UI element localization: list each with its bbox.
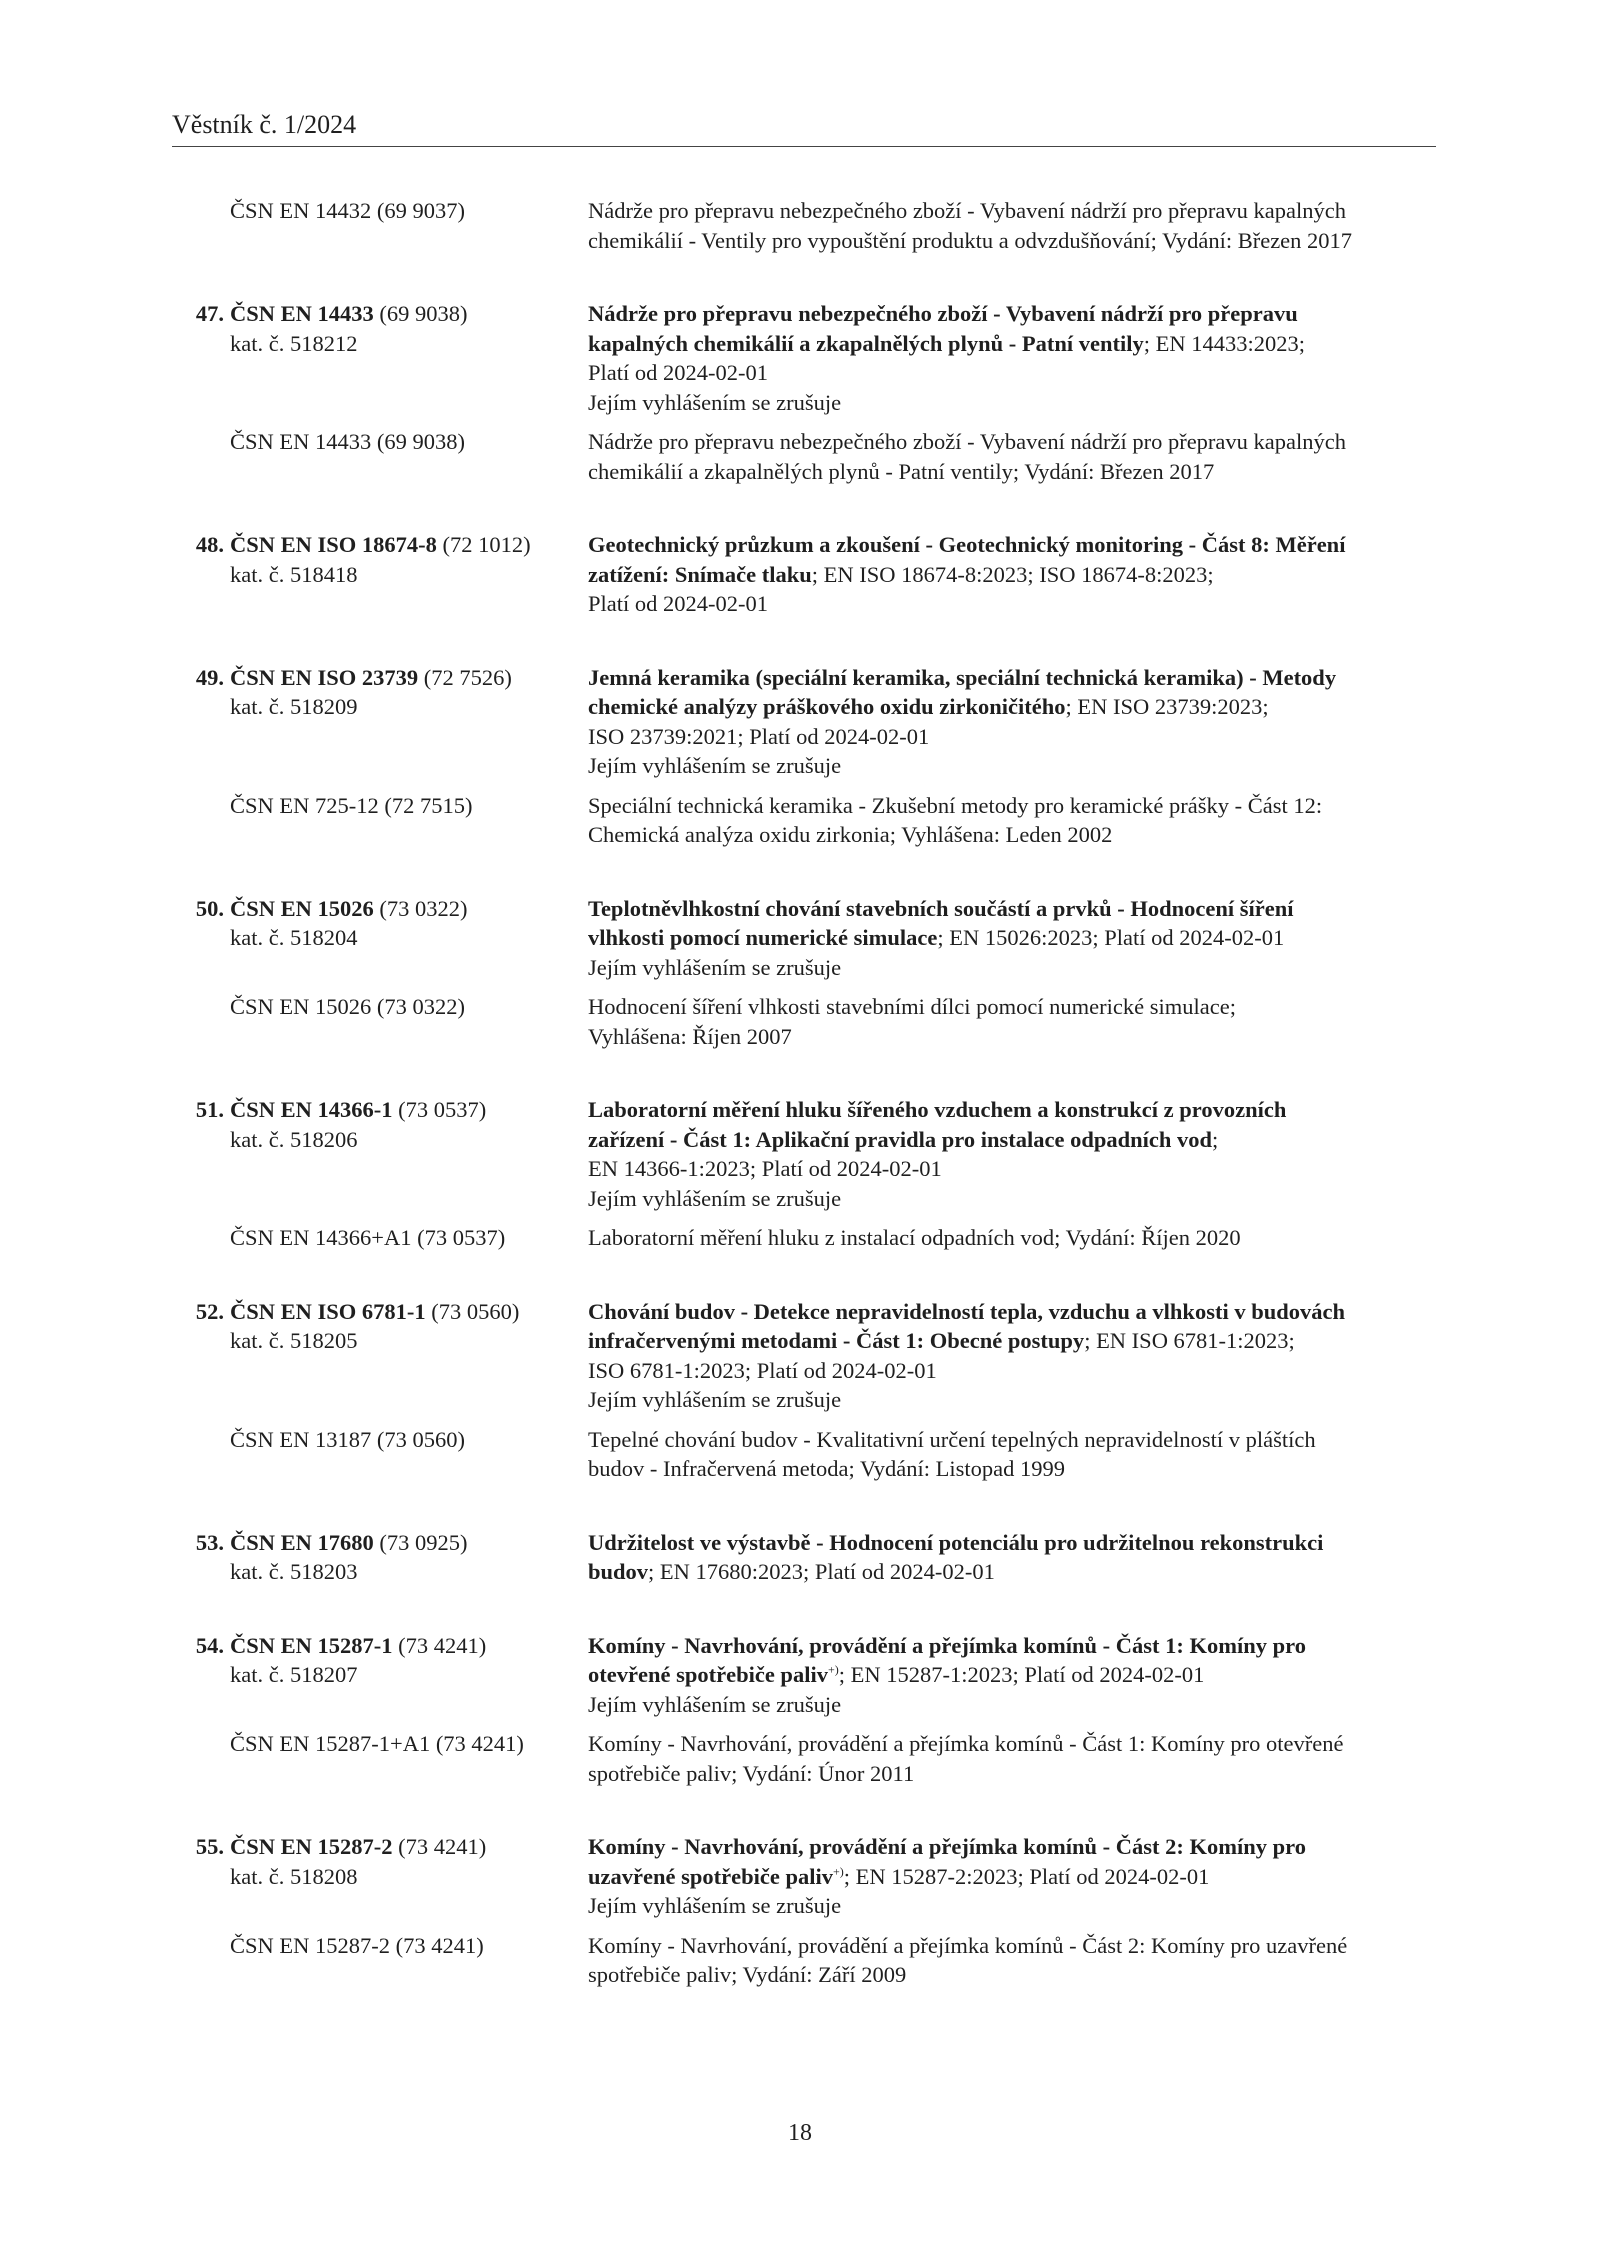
catalog-line xyxy=(172,329,588,359)
replaced-standard-id xyxy=(172,1729,588,1788)
standard-code: ČSN EN 15287-2 xyxy=(230,1834,393,1859)
replaced-id-line xyxy=(172,1931,588,1961)
standard-description xyxy=(588,1631,1436,1720)
classification-number: (73 4241) xyxy=(398,1834,487,1859)
standard-entry xyxy=(172,1832,1436,1990)
replaced-code: ČSN EN 14433 (69 9038) xyxy=(230,429,465,454)
new-standard-row xyxy=(172,663,1436,781)
title-line xyxy=(588,1660,1436,1690)
detail-line: Platí od 2024-02-01 xyxy=(588,591,768,616)
replaced-standard-id xyxy=(172,427,588,486)
title-text: zařízení - Část 1: Aplikační pravidla pro instalace odpadních vod xyxy=(588,1126,1213,1152)
replaced-line: Chemická analýza oxidu zirkonia; Vyhlášena: Leden 2002 xyxy=(588,822,1113,847)
replaced-standard-row xyxy=(172,196,1436,255)
title-text: Chování budov - Detekce nepravidelností tepla, vzduchu a vlhkosti v budovách xyxy=(588,1298,1345,1324)
replaced-description xyxy=(588,427,1436,486)
replaced-code: ČSN EN 15026 (73 0322) xyxy=(230,994,465,1019)
standard-entry xyxy=(172,1631,1436,1789)
standard-id-line xyxy=(172,894,588,924)
title-text: kapalných chemikálií a zkapalnělých plynů - Patní ventily xyxy=(588,330,1144,356)
catalog-number: kat. č. 518204 xyxy=(230,925,358,950)
new-standard-row xyxy=(172,1095,1436,1213)
catalog-number: kat. č. 518205 xyxy=(230,1328,358,1353)
standard-id-line xyxy=(172,663,588,693)
title-line xyxy=(588,923,1436,953)
detail-line: Jejím vyhlášením se zrušuje xyxy=(588,1185,842,1211)
replaced-line: Speciální technická keramika - Zkušební metody pro keramické prášky - Část 12: xyxy=(588,792,1323,818)
replaced-id-line xyxy=(172,1223,588,1253)
entry-number: 49. xyxy=(195,664,224,690)
title-text: zatížení: Snímače tlaku xyxy=(588,561,812,587)
replaced-id-line xyxy=(172,992,588,1022)
replaced-line: chemikálií - Ventily pro vypouštění produktu a odvzdušňování; Vydání: Březen 2017 xyxy=(588,227,1353,253)
detail-line: Jejím vyhlášením se zrušuje xyxy=(588,753,842,778)
title-text: vlhkosti pomocí numerické simulace xyxy=(588,925,938,950)
title-line xyxy=(588,692,1436,722)
catalog-number: kat. č. 518208 xyxy=(230,1863,358,1889)
title-line xyxy=(588,299,1436,329)
catalog-line xyxy=(172,923,588,953)
replaced-standard-row xyxy=(172,1931,1436,1990)
classification-number: (73 4241) xyxy=(398,1632,487,1658)
replaced-standard-id xyxy=(172,791,588,850)
standard-code: ČSN EN 17680 xyxy=(230,1529,374,1555)
standard-id xyxy=(172,1528,588,1587)
entry-number: 47. xyxy=(195,301,224,326)
title-text: Geotechnický průzkum a zkoušení - Geotechnický monitoring - Část 8: Měření xyxy=(588,532,1346,557)
bulletin-title: Věstník č. 1/2024 xyxy=(172,110,357,139)
standard-code: ČSN EN 14433 xyxy=(230,301,374,326)
title-text: Udržitelost ve výstavbě - Hodnocení potenciálu pro udržitelnou rekonstrukci xyxy=(588,1529,1324,1555)
standard-entry xyxy=(172,663,1436,850)
replaced-code: ČSN EN 14366+A1 (73 0537) xyxy=(230,1225,506,1250)
standard-id xyxy=(172,530,588,619)
detail-line: Jejím vyhlášením se zrušuje xyxy=(588,1893,842,1918)
page-number: 18 xyxy=(788,2120,812,2146)
detail-line: Jejím vyhlášením se zrušuje xyxy=(588,389,842,415)
replaced-description xyxy=(588,1425,1436,1484)
replaced-standard-id xyxy=(172,1425,588,1484)
standard-id-line xyxy=(172,1832,588,1862)
reference-text: ; EN ISO 18674-8:2023; ISO 18674-8:2023; xyxy=(811,561,1214,587)
new-standard-row xyxy=(172,1631,1436,1720)
standard-description xyxy=(588,1095,1436,1213)
replaced-standard-row xyxy=(172,1729,1436,1788)
standards-list xyxy=(172,196,1436,2034)
replaced-line: Komíny - Navrhování, provádění a přejímka komínů - Část 1: Komíny pro otevřené xyxy=(588,1731,1344,1756)
title-line xyxy=(588,329,1436,359)
new-standard-row xyxy=(172,530,1436,619)
replaced-line: Nádrže pro přepravu nebezpečného zboží - Vybavení nádrží pro přepravu kapalných xyxy=(588,429,1346,454)
replaced-description xyxy=(588,1931,1436,1990)
title-line xyxy=(588,1557,1436,1587)
title-line xyxy=(588,1125,1436,1155)
title-line xyxy=(588,530,1436,560)
catalog-line xyxy=(172,1326,588,1356)
title-line xyxy=(588,663,1436,693)
standard-id-line xyxy=(172,1297,588,1327)
replaced-code: ČSN EN 15287-2 (73 4241) xyxy=(230,1932,484,1958)
title-text: Komíny - Navrhování, provádění a přejímka komínů - Část 2: Komíny pro xyxy=(588,1834,1306,1859)
reference-text: ; EN 17680:2023; Platí od 2024-02-01 xyxy=(648,1559,995,1584)
replaced-line: spotřebiče paliv; Vydání: Září 2009 xyxy=(588,1962,907,1987)
title-text: budov xyxy=(588,1559,649,1584)
title-line xyxy=(588,1297,1436,1327)
replaced-line: budov - Infračervená metoda; Vydání: Listopad 1999 xyxy=(588,1456,1065,1481)
reference-text: ; EN ISO 23739:2023; xyxy=(1065,694,1269,719)
standard-id-line xyxy=(172,299,588,329)
replaced-description xyxy=(588,1223,1436,1253)
title-text: otevřené spotřebiče paliv xyxy=(588,1662,828,1687)
entry-number: 54. xyxy=(195,1632,224,1658)
replaced-standard-row xyxy=(172,1223,1436,1253)
catalog-line xyxy=(172,1125,588,1155)
replaced-standard-row xyxy=(172,1425,1436,1484)
classification-number: (73 0322) xyxy=(379,895,468,921)
replaced-code: ČSN EN 14432 (69 9037) xyxy=(230,198,465,223)
standard-code: ČSN EN 15026 xyxy=(230,895,374,921)
standard-entry xyxy=(172,530,1436,619)
standard-code: ČSN EN ISO 6781-1 xyxy=(230,1298,426,1324)
replaced-standard-id xyxy=(172,992,588,1051)
detail-line: Jejím vyhlášením se zrušuje xyxy=(588,954,842,980)
entry-number: 48. xyxy=(195,532,224,557)
title-line xyxy=(588,1832,1436,1862)
catalog-number: kat. č. 518207 xyxy=(230,1662,358,1687)
detail-line: Platí od 2024-02-01 xyxy=(588,360,768,385)
standard-entry xyxy=(172,196,1436,255)
reference-text: ; EN ISO 6781-1:2023; xyxy=(1084,1328,1295,1353)
title-text: Nádrže pro přepravu nebezpečného zboží - Vybavení nádrží pro přepravu xyxy=(588,301,1298,326)
classification-number: (73 0537) xyxy=(398,1097,487,1122)
title-line xyxy=(588,1528,1436,1558)
catalog-number: kat. č. 518209 xyxy=(230,694,358,719)
replaced-id-line xyxy=(172,1425,588,1455)
catalog-line xyxy=(172,692,588,722)
new-standard-row xyxy=(172,1297,1436,1415)
replaced-line: Laboratorní měření hluku z instalací odpadních vod; Vydání: Říjen 2020 xyxy=(588,1225,1241,1250)
classification-number: (73 0925) xyxy=(379,1529,468,1555)
title-line xyxy=(588,894,1436,924)
catalog-line xyxy=(172,1557,588,1587)
standard-id-line xyxy=(172,530,588,560)
standard-id xyxy=(172,1631,588,1720)
replaced-id-line xyxy=(172,1729,588,1759)
standard-code: ČSN EN ISO 23739 xyxy=(230,664,419,690)
detail-line: Jejím vyhlášením se zrušuje xyxy=(588,1387,842,1412)
replaced-description xyxy=(588,1729,1436,1788)
entry-number: 50. xyxy=(195,895,224,921)
standard-id xyxy=(172,894,588,983)
standard-id xyxy=(172,1832,588,1921)
entry-number: 52. xyxy=(195,1298,224,1324)
replaced-line: Hodnocení šíření vlhkosti stavebními dílci pomocí numerické simulace; xyxy=(588,994,1236,1019)
reference-text: ; EN 15026:2023; Platí od 2024-02-01 xyxy=(937,925,1285,950)
standard-id xyxy=(172,1297,588,1415)
catalog-line xyxy=(172,1862,588,1892)
title-line xyxy=(588,1631,1436,1661)
catalog-line xyxy=(172,560,588,590)
standard-entry xyxy=(172,894,1436,1052)
entry-number: 51. xyxy=(195,1097,224,1122)
new-standard-row xyxy=(172,299,1436,417)
replaced-id-line xyxy=(172,791,588,821)
title-line xyxy=(588,1326,1436,1356)
standard-id-line xyxy=(172,1631,588,1661)
standard-entry xyxy=(172,1095,1436,1253)
standard-code: ČSN EN ISO 18674-8 xyxy=(230,532,437,557)
standard-description xyxy=(588,663,1436,781)
title-line xyxy=(588,560,1436,590)
standard-id-line xyxy=(172,1528,588,1558)
classification-number: (72 7526) xyxy=(423,664,512,690)
reference-text: ; EN 15287-1:2023; Platí od 2024-02-01 xyxy=(838,1662,1205,1687)
replaced-line: spotřebiče paliv; Vydání: Únor 2011 xyxy=(588,1760,915,1786)
replaced-line: Vyhlášena: Říjen 2007 xyxy=(588,1023,792,1049)
reference-text: ; EN 14433:2023; xyxy=(1143,330,1305,356)
reference-text: ; EN 15287-2:2023; Platí od 2024-02-01 xyxy=(843,1863,1210,1889)
standard-description xyxy=(588,1832,1436,1921)
entry-number: 53. xyxy=(195,1529,224,1555)
standard-entry xyxy=(172,1528,1436,1587)
title-text: Komíny - Navrhování, provádění a přejímka komínů - Část 1: Komíny pro xyxy=(588,1632,1306,1658)
standard-id xyxy=(172,1095,588,1213)
classification-number: (69 9038) xyxy=(379,301,468,326)
replaced-standard-row xyxy=(172,427,1436,486)
catalog-number: kat. č. 518203 xyxy=(230,1559,358,1584)
replaced-standard-id xyxy=(172,1931,588,1990)
title-text: Laboratorní měření hluku šířeného vzduchem a konstrukcí z provozních xyxy=(588,1097,1287,1122)
page-footer xyxy=(0,2120,1600,2147)
standard-description xyxy=(588,894,1436,983)
reference-text: ; xyxy=(1212,1126,1219,1152)
replaced-line: chemikálií a zkapalnělých plynů - Patní ventily; Vydání: Březen 2017 xyxy=(588,458,1215,484)
replaced-standard-id xyxy=(172,196,588,255)
classification-number: (72 1012) xyxy=(442,532,531,557)
title-text: chemické analýzy práškového oxidu zirkoničitého xyxy=(588,694,1066,719)
footnote-mark: +) xyxy=(827,1662,839,1677)
standard-description xyxy=(588,530,1436,619)
replaced-standard-id xyxy=(172,1223,588,1253)
replaced-line: Tepelné chování budov - Kvalitativní určení tepelných nepravidelností v pláštích xyxy=(588,1426,1316,1452)
footnote-mark: +) xyxy=(832,1864,844,1878)
replaced-line: Komíny - Navrhování, provádění a přejímka komínů - Část 2: Komíny pro uzavřené xyxy=(588,1932,1348,1958)
running-header xyxy=(172,110,1436,147)
replaced-id-line xyxy=(172,427,588,457)
title-text: Jemná keramika (speciální keramika, speciální technická keramika) - Metody xyxy=(588,664,1337,690)
title-text: Teplotněvlhkostní chování stavebních součástí a prvků - Hodnocení šíření xyxy=(588,895,1294,921)
title-line xyxy=(588,1095,1436,1125)
replaced-id-line xyxy=(172,196,588,226)
replaced-code: ČSN EN 13187 (73 0560) xyxy=(230,1426,465,1452)
standard-description xyxy=(588,299,1436,417)
new-standard-row xyxy=(172,1528,1436,1587)
standard-id-line xyxy=(172,1095,588,1125)
detail-line: ISO 23739:2021; Platí od 2024-02-01 xyxy=(588,723,930,749)
title-line xyxy=(588,1862,1436,1892)
title-text: uzavřené spotřebiče paliv xyxy=(588,1863,833,1889)
replaced-description xyxy=(588,992,1436,1051)
replaced-code: ČSN EN 725-12 (72 7515) xyxy=(230,792,473,818)
replaced-line: Nádrže pro přepravu nebezpečného zboží - Vybavení nádrží pro přepravu kapalných xyxy=(588,198,1346,223)
new-standard-row xyxy=(172,1832,1436,1921)
new-standard-row xyxy=(172,894,1436,983)
detail-line: EN 14366-1:2023; Platí od 2024-02-01 xyxy=(588,1156,942,1181)
replaced-standard-row xyxy=(172,992,1436,1051)
detail-line: ISO 6781-1:2023; Platí od 2024-02-01 xyxy=(588,1357,937,1383)
standard-code: ČSN EN 15287-1 xyxy=(230,1632,393,1658)
standard-description xyxy=(588,1297,1436,1415)
replaced-description xyxy=(588,196,1436,255)
title-text: infračervenými metodami - Část 1: Obecné postupy xyxy=(588,1328,1085,1353)
standard-entry xyxy=(172,1297,1436,1484)
detail-line: Jejím vyhlášením se zrušuje xyxy=(588,1691,842,1717)
catalog-number: kat. č. 518212 xyxy=(230,330,358,356)
classification-number: (73 0560) xyxy=(431,1298,520,1324)
entry-number: 55. xyxy=(195,1834,224,1859)
catalog-number: kat. č. 518206 xyxy=(230,1126,358,1152)
catalog-number: kat. č. 518418 xyxy=(230,561,358,587)
replaced-standard-row xyxy=(172,791,1436,850)
replaced-description xyxy=(588,791,1436,850)
standard-code: ČSN EN 14366-1 xyxy=(230,1097,393,1122)
replaced-code: ČSN EN 15287-1+A1 (73 4241) xyxy=(230,1731,524,1756)
standard-entry xyxy=(172,299,1436,486)
catalog-line xyxy=(172,1660,588,1690)
standard-id xyxy=(172,663,588,781)
standard-description xyxy=(588,1528,1436,1587)
standard-id xyxy=(172,299,588,417)
